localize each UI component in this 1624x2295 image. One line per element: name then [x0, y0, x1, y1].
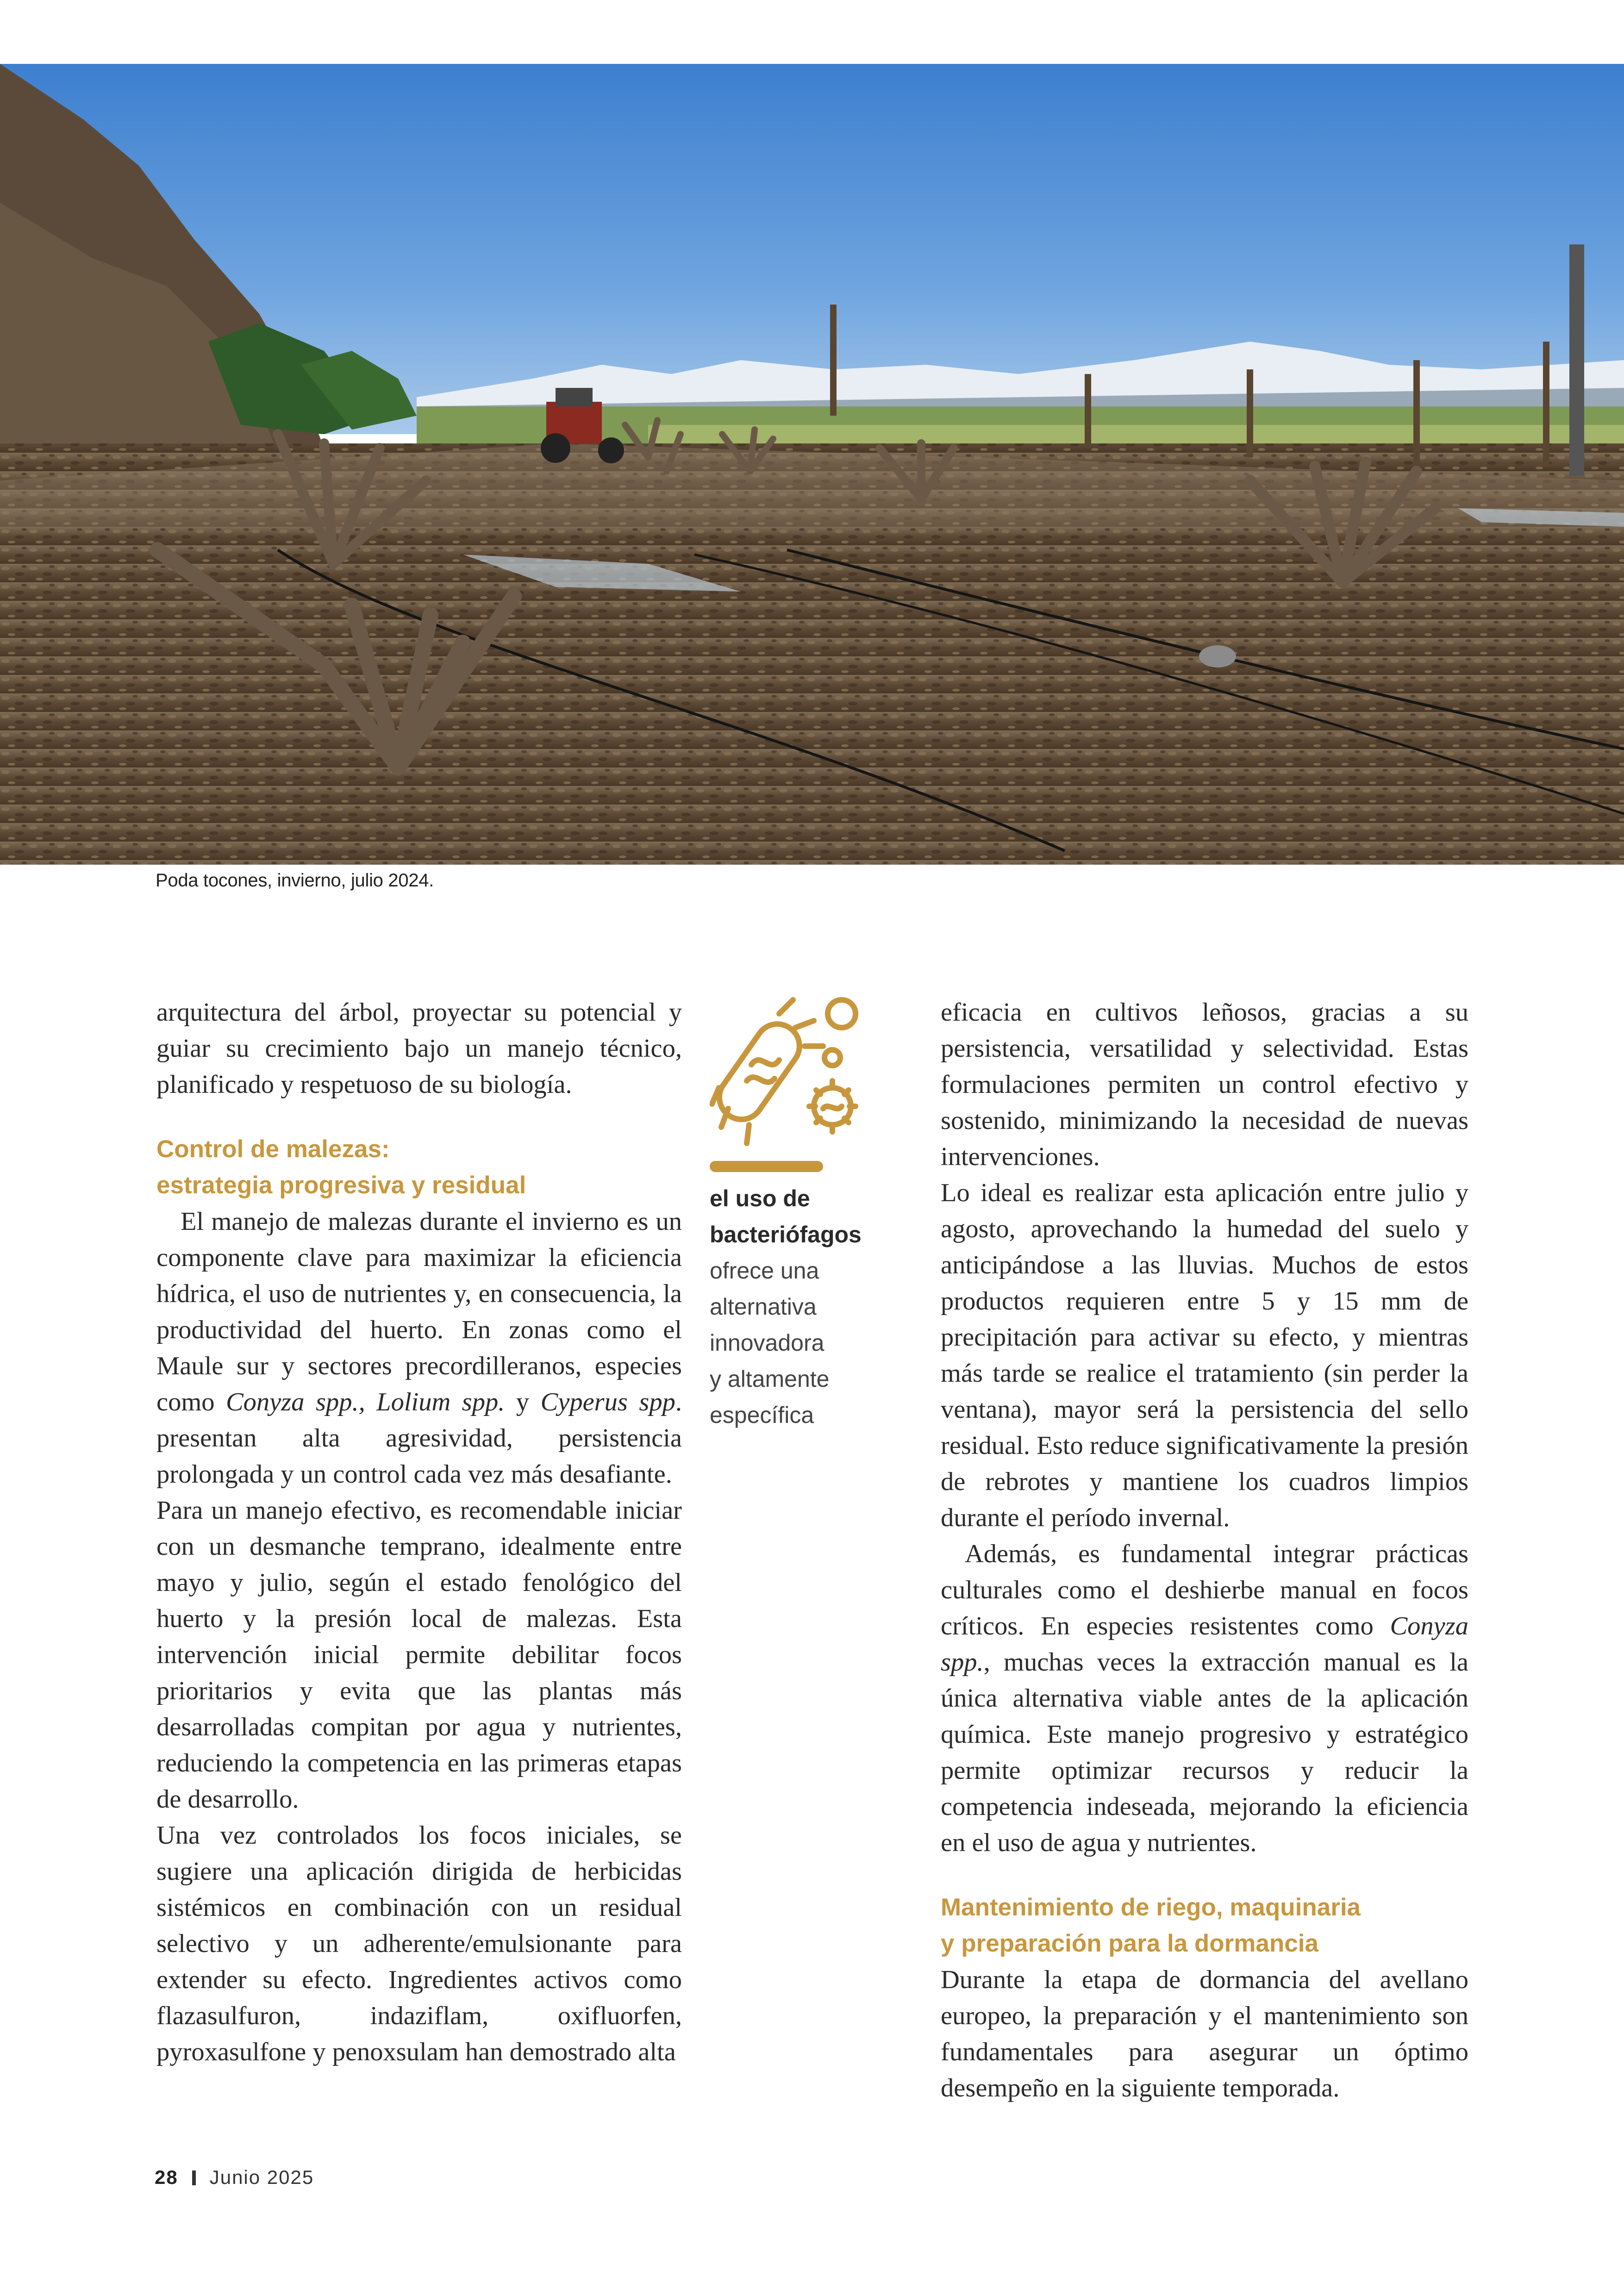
- page-footer: [155, 2166, 314, 2189]
- page-number: 28: [155, 2166, 178, 2188]
- pull-quote-line: específica: [710, 1402, 814, 1428]
- issue-date: Junio 2025: [209, 2166, 314, 2188]
- paragraph: El manejo de malezas durante el invierno es un componente clave para maximizar la eficiencia hídrica, el uso de nutrientes y, en consecuencia, la productividad del huerto. En zonas como el Maule sur y sectores precordilleranos, especies como Conyza spp., Lolium spp. y Cyperus spp. presentan alta agresividad, persistencia prolongada y un control cada vez más desafiante.: [156, 1207, 682, 1489]
- left-column: [156, 994, 682, 2070]
- hero-photo: [0, 64, 1624, 865]
- footer-divider: [192, 2170, 196, 2185]
- accent-bar: [710, 1161, 823, 1172]
- section-heading-line: y preparación para la dormancia: [941, 1930, 1318, 1957]
- paragraph: Además, es fundamental integrar prácticas culturales como el deshierbe manual en focos críticos. En especies resistentes como Conyza spp., muchas veces la extracción manual es la única alternativa viable antes de la aplicación química. Este manejo progresivo y estratégico permite optimizar recursos y reducir la competencia indeseada, mejorando la eficiencia en el uso de agua y nutrientes.: [941, 1540, 1468, 1857]
- pull-quote-line: innovadora: [710, 1330, 824, 1356]
- photo-caption: Poda tocones, invierno, julio 2024.: [156, 870, 434, 891]
- pull-quote-bold: el uso de bacteriófagos: [710, 1185, 862, 1247]
- section-heading-line: Mantenimiento de riego, maquinaria: [941, 1894, 1361, 1921]
- section-heading-line: Control de malezas:: [156, 1135, 390, 1163]
- section-heading-line: estrategia progresiva y residual: [156, 1172, 526, 1199]
- paragraph: arquitectura del árbol, proyectar su potencial y guiar su crecimiento bajo un manejo técnico, planificado y respetuoso de su biología.: [156, 998, 682, 1099]
- paragraph: Para un manejo efectivo, es recomendable iniciar con un desmanche temprano, idealmente entre mayo y julio, según el estado fenológico del huerto y la presión local de malezas. Esta intervención inicial permite debilitar focos prioritarios y evita que las plantas más desarrolladas compitan por agua y nutrientes, reduciendo la competencia en las primeras etapas de desarrollo.: [156, 1496, 682, 1814]
- orchard-photo: [0, 64, 1624, 865]
- pull-quote-line: alternativa: [710, 1294, 817, 1320]
- paragraph: Una vez controlados los focos iniciales, se sugiere una aplicación dirigida de herbicidas sistémicos en combinación con un residual selectivo y un adherente/emulsionante para extender su efecto. Ingredientes activos como flazasulfuron, indaziflam, oxifluorfen, pyroxasulfone y penoxsulam han demostrado alta: [156, 1821, 682, 2066]
- pull-quote-line: y altamente: [710, 1366, 830, 1392]
- paragraph: Durante la etapa de dormancia del avellano europeo, la preparación y el mantenimiento son fundamentales para asegurar un óptimo desempeño en la siguiente temporada.: [941, 1965, 1468, 2102]
- paragraph: Lo ideal es realizar esta aplicación entre julio y agosto, aprovechando la humedad del suelo y anticipándose a las lluvias. Muchos de estos productos requieren entre 5 y 15 mm de precipitación para activar su efecto, y mientras más tarde se realice el tratamiento (sin perder la ventana), mayor será la persistencia del sello residual. Esto reduce significativamente la presión de rebrotes y mantiene los cuadros limpios durante el período invernal.: [941, 1179, 1468, 1532]
- right-column: [941, 994, 1468, 2106]
- paragraph: eficacia en cultivos leñosos, gracias a su persistencia, versatilidad y selectividad. Estas formulaciones permiten un control efectivo y sostenido, minimizando la necesidad de nuevas intervenciones.: [941, 998, 1468, 1171]
- pull-quote-sidebar: [710, 995, 904, 1433]
- pull-quote-line: ofrece una: [710, 1258, 819, 1284]
- bacteria-icon: [710, 995, 862, 1148]
- pull-quote: [710, 1180, 904, 1433]
